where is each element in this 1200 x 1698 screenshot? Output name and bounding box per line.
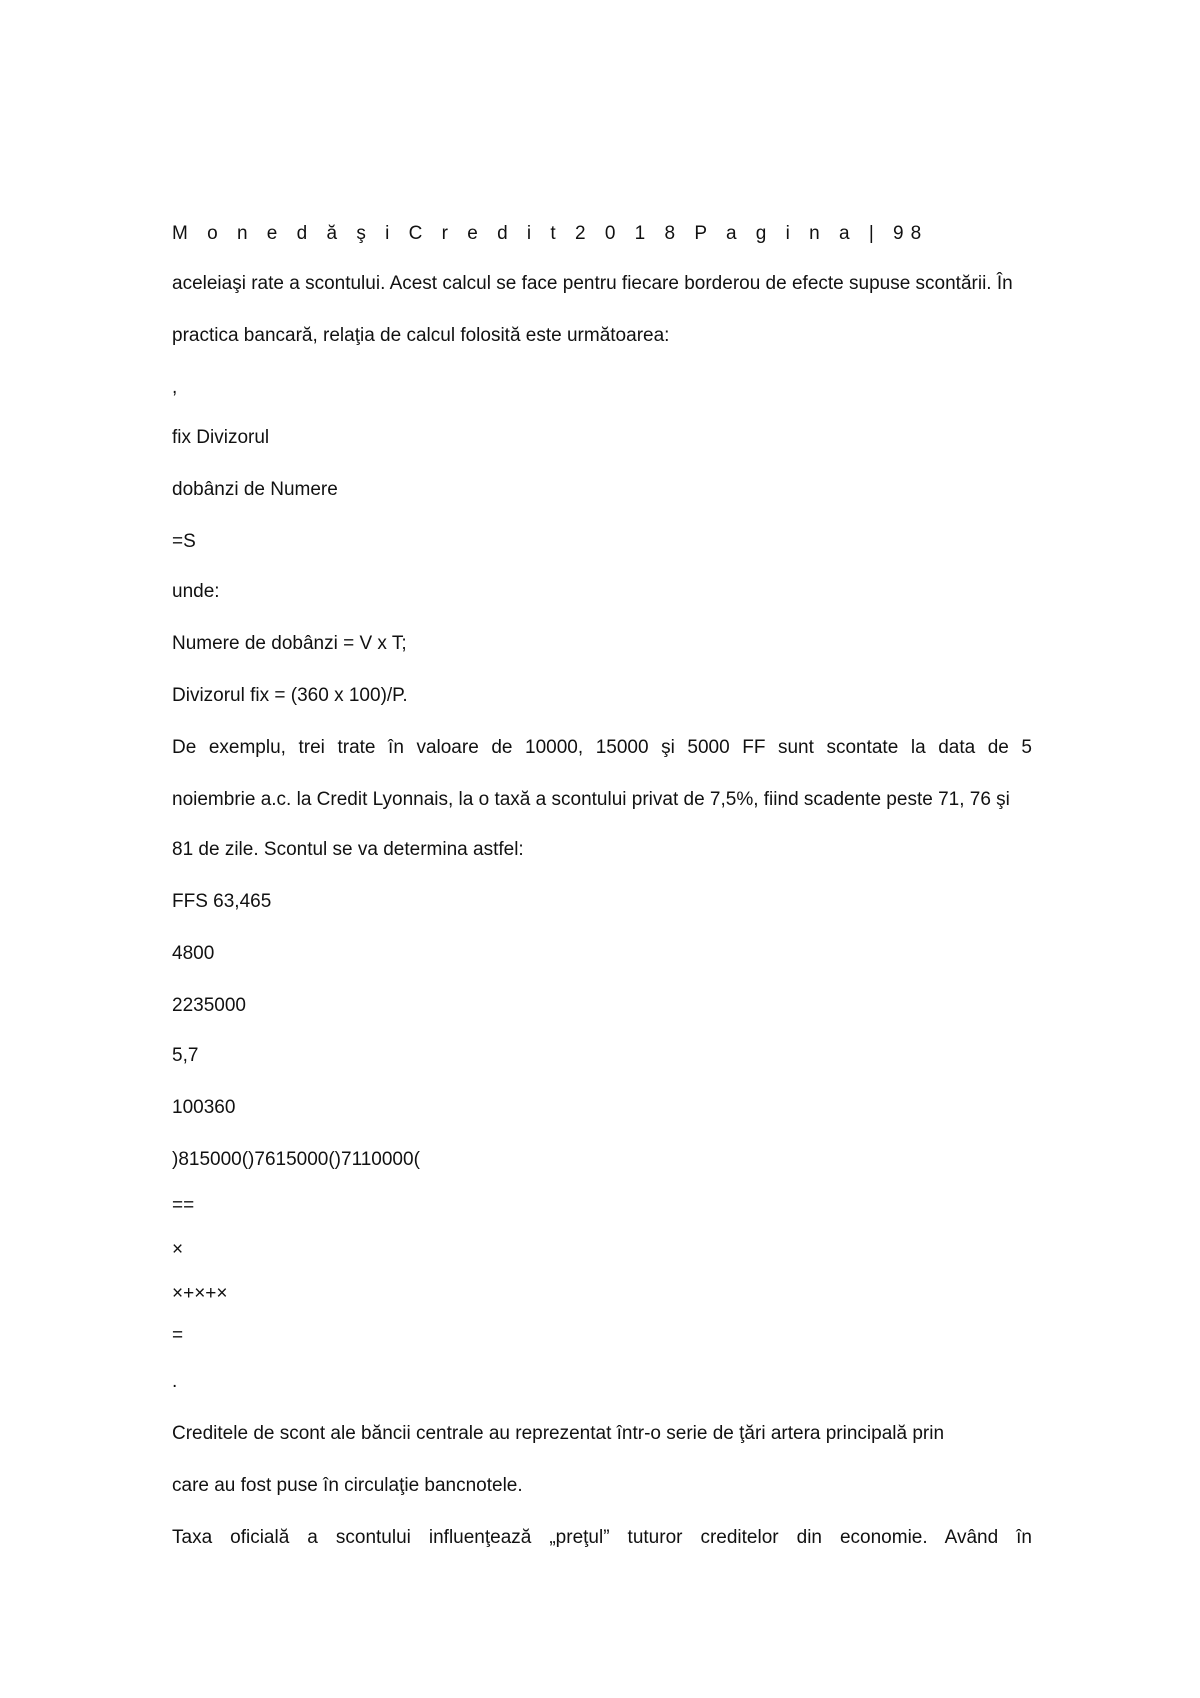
formula-line: , <box>172 377 178 398</box>
paragraph-line: 81 de zile. Scontul se va determina astfel: <box>172 839 524 860</box>
paragraph-line: unde: <box>172 581 220 602</box>
formula-line: )815000()7615000()7110000( <box>172 1149 420 1170</box>
formula-line: fix Divizorul <box>172 427 270 448</box>
formula-line: 5,7 <box>172 1045 199 1066</box>
paragraph-line: practica bancară, relaţia de calcul folosită este următoarea: <box>172 325 670 346</box>
formula-line: FFS 63,465 <box>172 891 272 912</box>
definition-line: Numere de dobânzi = V x T; <box>172 633 407 654</box>
formula-line: ×+×+× <box>172 1283 228 1304</box>
formula-line: 2235000 <box>172 995 246 1016</box>
paragraph-line: noiembrie a.c. la Credit Lyonnais, la o taxă a scontului privat de 7,5%, fiind scadente peste 71, 76 şi <box>172 789 1010 810</box>
paragraph-line: care au fost puse în circulaţie bancnotele. <box>172 1475 523 1496</box>
paragraph-line: aceleiaşi rate a scontului. Acest calcul se face pentru fiecare borderou de efecte supuse scontării. În <box>172 273 1013 294</box>
formula-line: = <box>172 1325 184 1346</box>
formula-line: . <box>172 1371 178 1392</box>
formula-line: 100360 <box>172 1097 236 1118</box>
definition-line: Divizorul fix = (360 x 100)/P. <box>172 685 408 706</box>
paragraph-line: Taxa oficială a scontului influenţează „preţul” tuturor creditelor din economie. Având în <box>172 1527 1032 1548</box>
formula-line: =S <box>172 531 196 552</box>
formula-line: == <box>172 1195 195 1216</box>
formula-line: 4800 <box>172 943 215 964</box>
paragraph-line: Creditele de scont ale băncii centrale au reprezentat într-o serie de ţări artera principală prin <box>172 1423 945 1444</box>
paragraph-line: De exemplu, trei trate în valoare de 10000, 15000 şi 5000 FF sunt scontate la data de 5 <box>172 737 1032 758</box>
formula-line: dobânzi de Numere <box>172 479 338 500</box>
page-header: M o n e d ă ş i C r e d i t 2 0 1 8 P a g i n a | 98 <box>172 223 929 244</box>
formula-line: × <box>172 1239 184 1260</box>
